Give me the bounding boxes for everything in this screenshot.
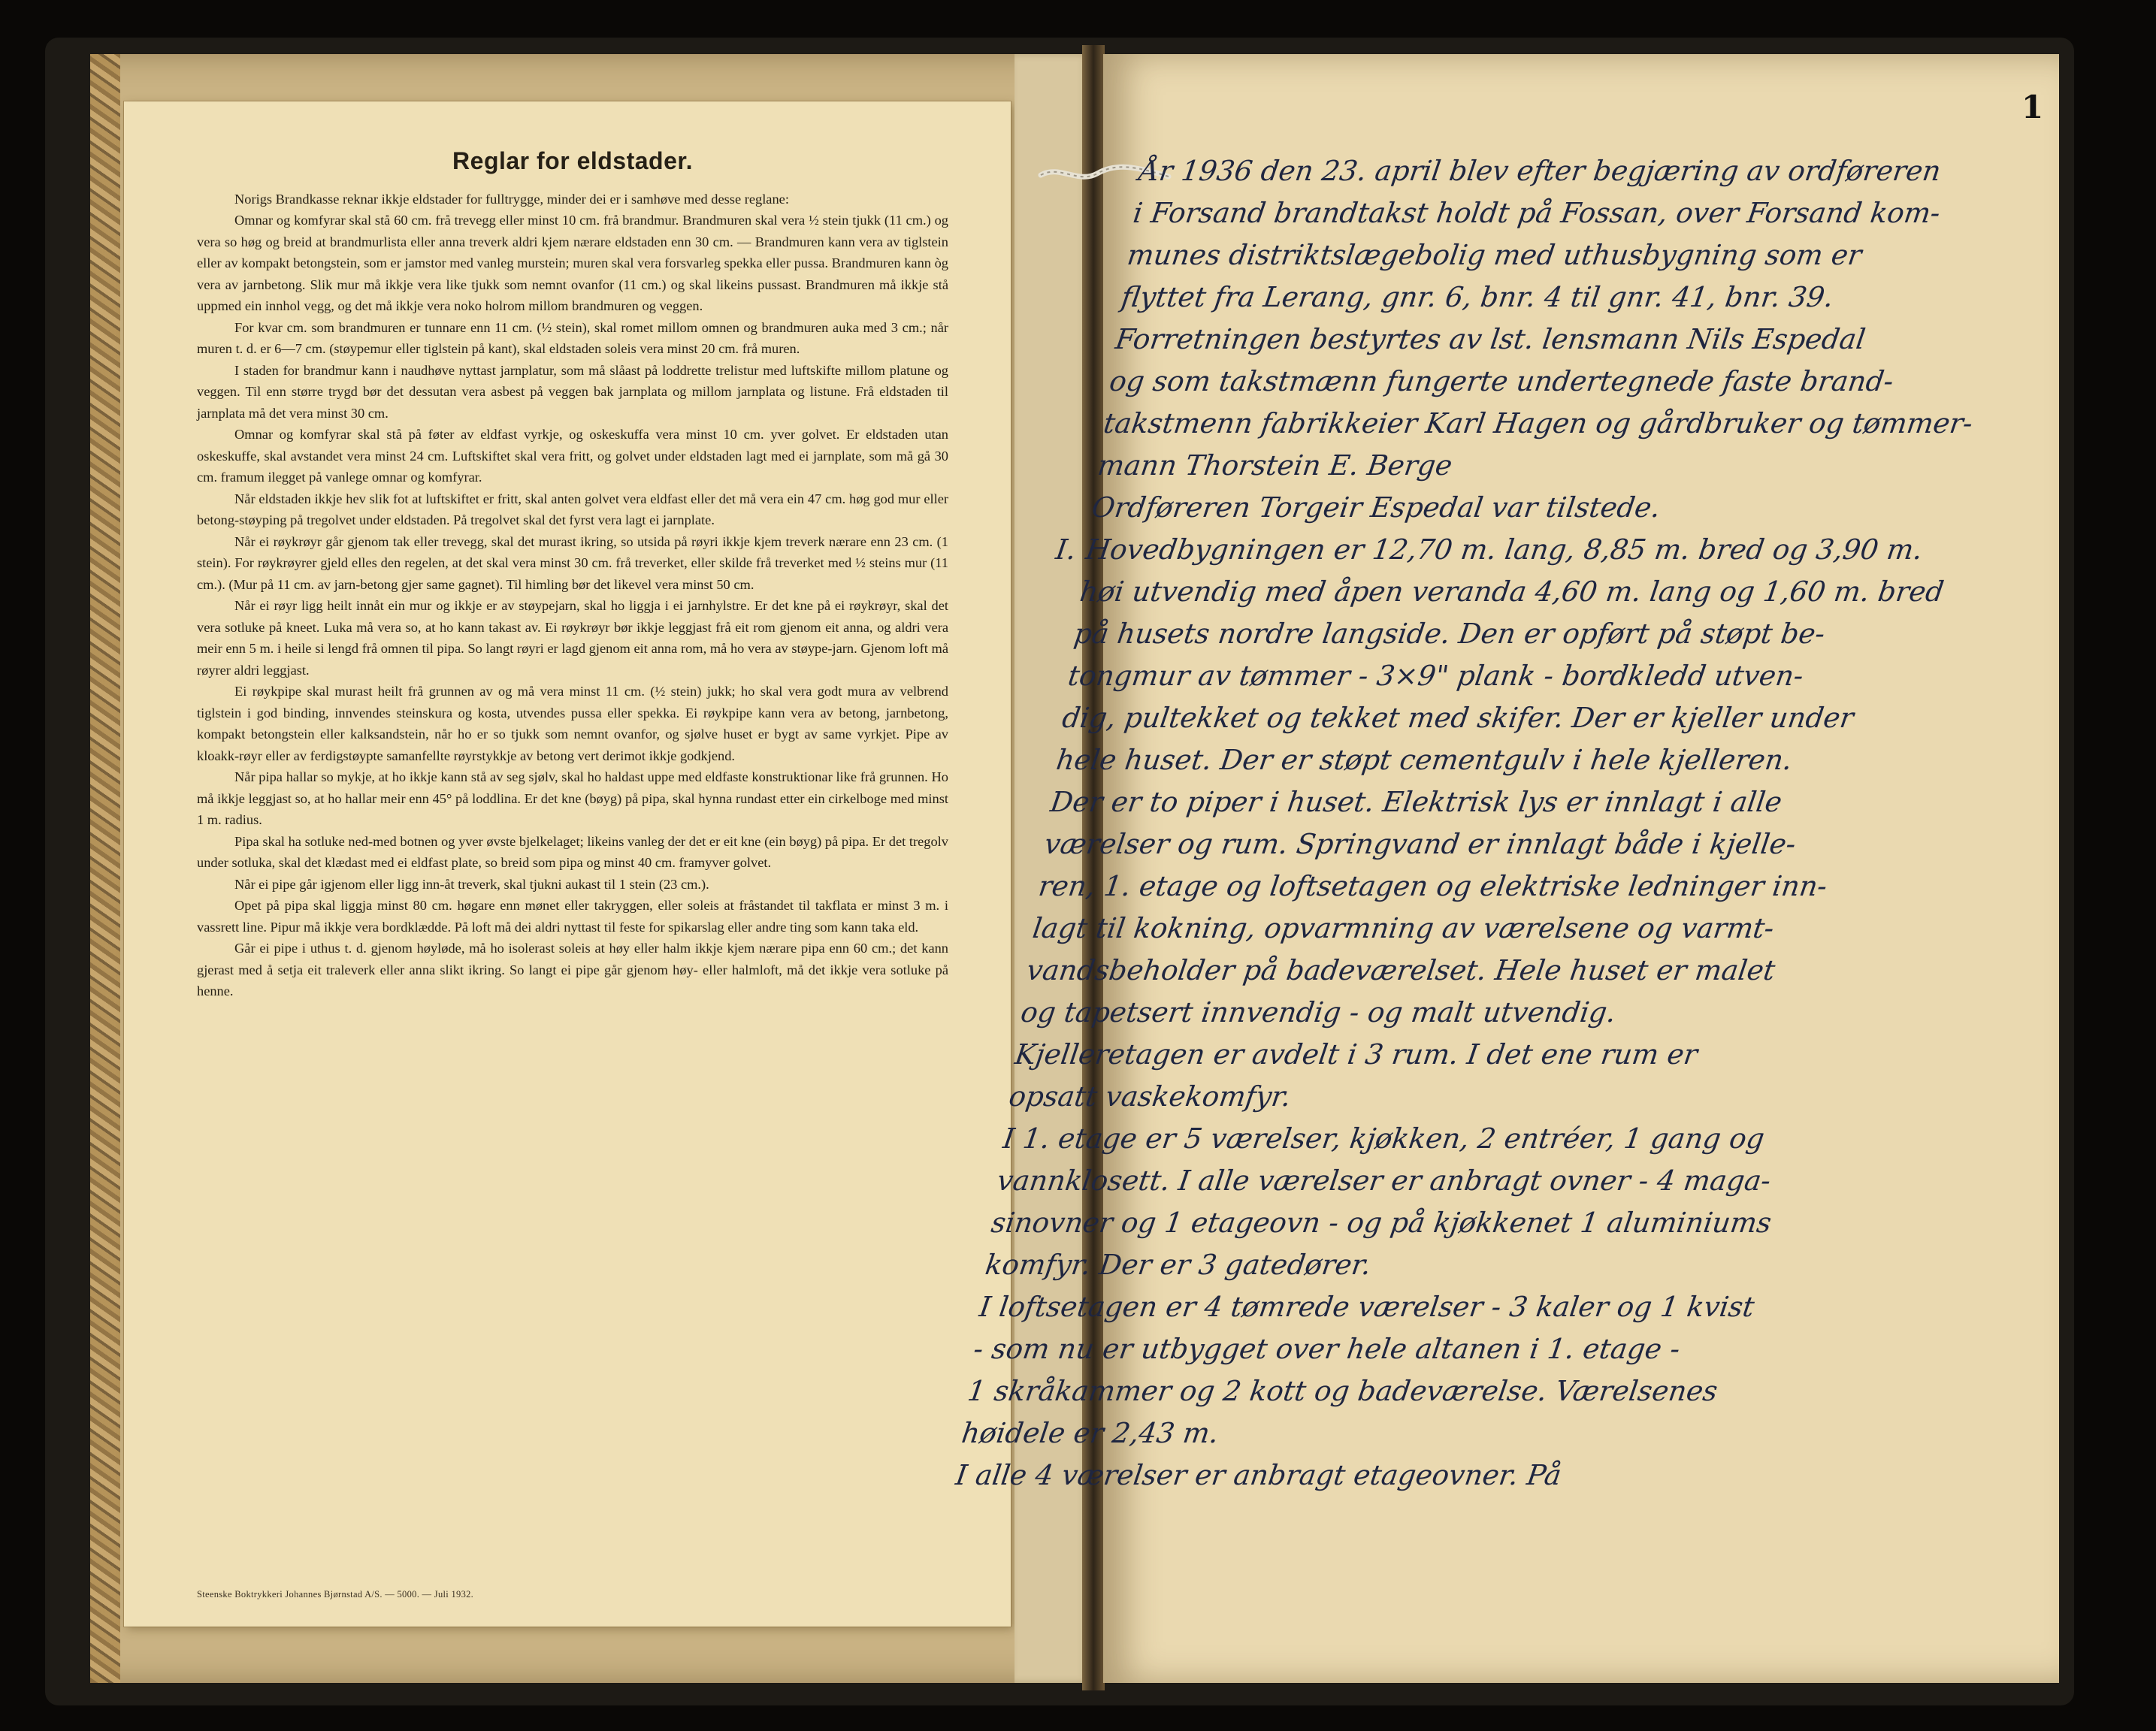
handwritten-line: på husets nordre langside. Den er opført på støpt be- xyxy=(1072,618,1828,650)
regulations-title: Reglar for eldstader. xyxy=(452,147,693,174)
handwritten-protocol xyxy=(953,150,2029,1497)
handwritten-line: opsatt vaskekomfyr. xyxy=(1006,1080,1293,1113)
handwritten-line: i Forsand brandtakst holdt på Fossan, over Forsand kom- xyxy=(1131,197,1943,229)
fire-regulations-text xyxy=(197,147,948,1002)
handwritten-line: - som nu er utbygget over hele altanen i 1. etage - xyxy=(971,1333,1683,1365)
handwritten-line: Ordføreren Torgeir Espedal var tilstede. xyxy=(1090,491,1663,524)
handwritten-line: hele huset. Der er støpt cementgulv i hele kjelleren. xyxy=(1054,744,1795,776)
handwritten-line: Forretningen bestyrtes av lst. lensmann Nils Espedal xyxy=(1113,323,1867,355)
regulation-paragraph: Omnar og komfyrar skal stå 60 cm. frå trevegg eller minst 10 cm. frå brandmur. Brandmuren skal vera ½ stein tjukk (11 cm.) og vera so høg og breid at brandmurlista eller anna treverk aldri kjem nærare eldstaden enn 30 cm. — Brandmuren kann vera av tiglstein eller av kompakt betongstein, som er jamstor med vanleg murstein; muren skal vera forsvarleg spekka eller pussa. Brandmuren kann òg vera av jarnbetong. Slik mur må ikkje vera like tjukk som nemnt ovanfor (11 cm.) og skal likeins pussast. Brandmuren må ikkje stå uppmed ein innhol vegg, og det må ikkje vera noko holrom millom brandmuren og veggen. xyxy=(197,213,948,313)
handwritten-line: Der er to piper i huset. Elektrisk lys er innlagt i alle xyxy=(1048,786,1784,818)
handwritten-line: lagt til kokning, opvarmning av værelsene og varmt- xyxy=(1030,912,1777,944)
handwritten-line-text: Hovedbygningen er 12,70 m. lang, 8,85 m. bred og 3,90 m. xyxy=(1084,533,1925,566)
handwritten-line: komfyr. Der er 3 gatedører. xyxy=(983,1249,1374,1281)
regulation-paragraph: Omnar og komfyrar skal stå på føter av eldfast vyrkje, og oskeskuffa vera minst 10 cm. yver golvet. Er eldstaden utan oskeskuffe, skal avstandet vera minst 24 cm. Luftskiftet skal vera fritt, og golvet under eldstaden lagt med ei jarnplate, som må gå 30 cm. framum ilegget på vanlege omnar og komfyrar. xyxy=(197,427,948,485)
section-margin-mark: I. xyxy=(1054,533,1078,566)
regulation-paragraph: Norigs Brandkasse reknar ikkje eldstader for fulltrygge, minder dei er i samhøve med desse reglane: xyxy=(234,191,789,207)
handwritten-line: og som takstmænn fungerte undertegnede faste brand- xyxy=(1107,365,1896,397)
handwritten-line: Kjelleretagen er avdelt i 3 rum. I det ene rum er xyxy=(1012,1038,1700,1071)
endpaper-pattern xyxy=(90,54,120,1683)
regulation-paragraph: Pipa skal ha sotluke ned-med botnen og yver øvste bjelkelaget; likeins vanleg der det er eit kne (ein bøyg) på pipa. Er det tregolv under sotluka, skal det klædast med ei eldfast plate, so breid som pipa og minst 40 cm. framyver golvet. xyxy=(197,833,948,870)
handwritten-line: takstmenn fabrikkeier Karl Hagen og gårdbruker og tømmer- xyxy=(1101,407,1975,440)
handwritten-line: vannklosett. I alle værelser er anbragt ovner - 4 maga- xyxy=(995,1165,1773,1197)
regulation-paragraph: For kvar cm. som brandmuren er tunnare enn 11 cm. (½ stein), skal romet millom omnen og brandmuren auka med 3 cm.; når muren t. d. er 6—7 cm. (støypemur eller tiglstein på kant), skal eldstaden soleis vera minst 20 cm. frå muren. xyxy=(197,319,948,356)
handwritten-line xyxy=(1054,529,1976,571)
regulation-paragraph: Opet på pipa skal liggja minst 80 cm. høgare enn mønet eller takryggen, eller soleis at fråstandet til takflata er minst 3 m. i vassrett line. Pipur må ikkje vera bordklædde. På loft må dei aldri nyttast til feste for spikarslag eller andre ting som kann taka eld. xyxy=(197,898,948,935)
regulation-paragraph: Når ei pipe går igjenom eller ligg inn-åt treverk, skal tjukni aukast til 1 stein (23 cm.). xyxy=(234,876,709,892)
handwritten-line: og tapetsert innvendig - og malt utvendig. xyxy=(1018,996,1619,1029)
regulation-paragraph: Når ei røykrøyr går gjenom tak eller trevegg, skal det murast ikring, so utsida på røyri ikkje kjem treverk nærare enn 23 cm. (1 stein). For røykrøyrer gjeld elles den regelen, at det skal vera minst 30 cm. frå treverket, eller skilde frå treverket med ½ steins mur (11 cm.). (Mur på 11 cm. av jarn-betong gjer same gagnet). Til himling bør det likevel vera minst 50 cm. xyxy=(197,533,948,592)
handwritten-line: sinovner og 1 etageovn - og på kjøkkenet 1 aluminiums xyxy=(989,1207,1773,1239)
handwritten-line: 1 skråkammer og 2 kott og badeværelse. Værelsenes xyxy=(965,1375,1720,1407)
printer-imprint: Steenske Boktrykkeri Johannes Bjørnstad A/S. — 5000. — Juli 1932. xyxy=(197,1589,474,1600)
handwritten-line: ren, 1. etage og loftsetagen og elektriske ledninger inn- xyxy=(1036,870,1830,902)
regulation-paragraph: Når ei røyr ligg heilt innåt ein mur og ikkje er av støypejarn, skal ho liggja i ei jarnhylstre. Er det kne på ei røykrøyr, skal det vera sotluke på kneet. Luka må vera so, at ho kann takast av. Ei røykrøyr bør ikkje leggjast frå eit rom gjenom eit anna, og aldri vera meir enn 5 m. i heile si lengd frå omnen til pipa. So langt røyri er lagd gjenom eit anna rom, må ho vera av støype-jarn. Gjenom loft må røyrer aldri leggjast. xyxy=(197,598,948,678)
page-number: 1 xyxy=(2021,89,2044,125)
handwritten-line: værelser og rum. Springvand er innlagt både i kjelle- xyxy=(1042,828,1798,860)
handwritten-line: flyttet fra Lerang, gnr. 6, bnr. 4 til gnr. 41, bnr. 39. xyxy=(1119,281,1836,313)
handwritten-line: høi utvendig med åpen veranda 4,60 m. lang og 1,60 m. bred xyxy=(1078,575,1946,608)
handwritten-line: vandsbeholder på badeværelset. Hele huset er malet xyxy=(1024,954,1777,986)
regulation-paragraph: Går ei pipe i uthus t. d. gjenom høyløde, må ho isolerast soleis at høy eller halm ikkje kjem nærare pipa enn 60 cm.; det kann gjerast med å setja eit traleverk eller anna slikt ikring. So langt ei pipe går gjenom høy- eller halmloft, må det ikkje vera sotluke på henne. xyxy=(197,941,948,998)
handwritten-line: høidele er 2,43 m. xyxy=(960,1417,1221,1449)
handwritten-line: tongmur av tømmer - 3×9" plank - bordkledd utven- xyxy=(1066,660,1806,692)
handwritten-line: dig, pultekket og tekket med skifer. Der er kjeller under xyxy=(1060,702,1856,734)
handwritten-line: mann Thorstein E. Berge xyxy=(1096,449,1455,482)
handwritten-line: År 1936 den 23. april blev efter begjæring av ordføreren xyxy=(1137,155,1943,187)
handwritten-line: I alle 4 værelser er anbragt etageovner. På xyxy=(954,1459,1564,1491)
handwritten-line: munes distriktslægebolig med uthusbygning som er xyxy=(1125,239,1864,271)
regulation-paragraph: Ei røykpipe skal murast heilt frå grunnen av og må vera minst 11 cm. (½ stein) jukk; ho skal vera godt mura av velbrend tiglstein i god binding, innvendes steinskura og kosta, utvendes pussa eller spekka. Ei røykpipe kann vera av betong, jarnbetong, kompakt betongstein eller kalksandstein, når ho er so tjukk som nemnt ovanfor, og sjølve huset er bygt av same vyrkjet. Pipe av kloakk-røyr eller av ferdigstøypte samanfellte røyrstykkje av betong vert derimot ikkje godkjend. xyxy=(197,684,948,763)
regulation-paragraph: I staden for brandmur kann i naudhøve nyttast jarnplatur, som må slåast på loddrette trelistur med luftskifte millom platune og veggen. Til enn større trygd bør det dessutan vera asbest på veggen bak jarnplata og millom jarnplata og listune. Frå eldstaden til jarnplata må det vera minst 30 cm. xyxy=(197,362,948,421)
regulation-paragraph: Når eldstaden ikkje hev slik fot at luftskiftet er fritt, skal anten golvet vera eldfast eller det må vera ein 47 cm. høg god mur eller betong-støyping på tregolvet under eldstaden. På tregolvet skal det fyrst vera lagt ei jarnplate. xyxy=(197,491,948,527)
handwritten-line: I 1. etage er 5 værelser, kjøkken, 2 entréer, 1 gang og xyxy=(1001,1122,1767,1155)
handwritten-line: I loftsetagen er 4 tømrede værelser - 3 kaler og 1 kvist xyxy=(977,1291,1757,1323)
regulation-paragraph: Når pipa hallar so mykje, at ho ikkje kann stå av seg sjølv, skal ho haldast uppe med eldfaste konstruktionar like frå grunnen. Ho må ikkje leggjast so, at ho hallar meir enn 45° på loddlina. Er det kne (bøyg) på pipa, skal hynna rundast etter ein cirkelboge med minst 1 m. radius. xyxy=(197,769,948,827)
